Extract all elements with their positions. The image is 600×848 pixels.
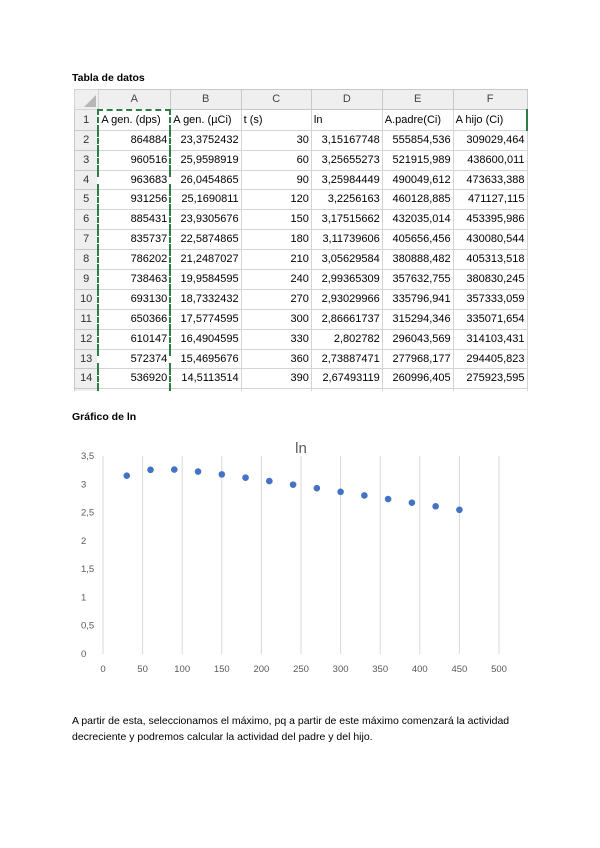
column-header-e[interactable]: E <box>382 90 453 110</box>
cell-e[interactable]: 277968,177 <box>382 349 453 369</box>
y-tick-label: 0 <box>81 649 87 660</box>
data-point <box>195 468 202 475</box>
cell-e[interactable] <box>382 389 453 391</box>
cell-a[interactable]: 572374 <box>98 349 170 369</box>
table-row <box>75 150 528 170</box>
cell-a[interactable]: 693130 <box>98 289 170 309</box>
cell-e[interactable]: 405656,456 <box>382 230 453 250</box>
cell-d[interactable]: 3,05629584 <box>311 250 382 270</box>
table-row <box>75 250 528 270</box>
column-header-f[interactable]: F <box>453 90 527 110</box>
cell-f[interactable]: 405313,518 <box>453 250 527 270</box>
header-cell-a[interactable]: A gen. (dps) <box>98 110 170 130</box>
table-row <box>75 329 528 349</box>
cell-b[interactable]: 16,4904595 <box>170 329 241 349</box>
x-tick-label: 50 <box>137 664 148 675</box>
cell-d[interactable]: 2,86661737 <box>311 309 382 329</box>
data-point <box>123 472 130 479</box>
data-point <box>432 503 439 510</box>
y-tick-label: 2,5 <box>81 507 95 519</box>
spreadsheet <box>74 89 528 391</box>
cell-e[interactable]: 432035,014 <box>382 210 453 230</box>
cell-f[interactable]: 473633,388 <box>453 170 527 190</box>
cell-e[interactable]: 490049,612 <box>382 170 453 190</box>
cell-b[interactable]: 25,9598919 <box>170 150 241 170</box>
x-tick-label: 450 <box>451 664 468 675</box>
row-number[interactable]: 2 <box>75 130 99 150</box>
cell-f[interactable]: 380830,245 <box>453 270 527 290</box>
row-number[interactable]: 8 <box>75 250 99 270</box>
cell-c[interactable]: 390 <box>241 369 311 389</box>
cell-b[interactable]: 18,7332432 <box>170 289 241 309</box>
column-header-row <box>75 90 528 110</box>
x-tick-label: 250 <box>293 664 309 675</box>
cell-c[interactable] <box>241 389 311 391</box>
cell-b[interactable]: 15,4695676 <box>170 349 241 369</box>
cell-c[interactable]: 90 <box>241 170 311 190</box>
cell-a[interactable]: 738463 <box>98 270 170 290</box>
table-row <box>75 230 528 250</box>
cell-f[interactable]: 275923,595 <box>453 369 527 389</box>
chart-svg <box>72 428 530 696</box>
cell-c[interactable]: 60 <box>241 150 311 170</box>
row-number[interactable]: 3 <box>75 150 99 170</box>
y-tick-label: 3,5 <box>81 451 95 462</box>
row-number[interactable]: 4 <box>75 170 99 190</box>
cell-a[interactable]: 864884 <box>98 130 170 150</box>
table-row <box>75 369 528 389</box>
cell-b[interactable]: 22,5874865 <box>170 230 241 250</box>
row-number[interactable]: 11 <box>75 309 99 329</box>
data-point <box>337 489 344 496</box>
y-tick-label: 0,5 <box>81 620 95 632</box>
cell-a[interactable]: 931256 <box>98 190 170 210</box>
data-table <box>74 89 528 391</box>
y-tick-label: 1 <box>81 592 87 604</box>
cell-a[interactable] <box>98 389 170 391</box>
data-point <box>456 506 463 513</box>
cell-c[interactable]: 300 <box>241 309 311 329</box>
cell-c[interactable]: 210 <box>241 250 311 270</box>
data-point <box>314 485 321 492</box>
cell-f[interactable]: 453395,986 <box>453 210 527 230</box>
cell-e[interactable]: 555854,536 <box>382 130 453 150</box>
chart-title: ln <box>295 440 307 457</box>
column-header-b[interactable]: B <box>170 90 241 110</box>
cell-d[interactable]: 2,93029966 <box>311 289 382 309</box>
cell-f[interactable]: 430080,544 <box>453 230 527 250</box>
data-point <box>242 474 249 481</box>
cell-a[interactable]: 963683 <box>98 170 170 190</box>
row-number[interactable]: 5 <box>75 190 99 210</box>
header-row <box>75 110 528 130</box>
cell-b[interactable]: 19,9584595 <box>170 270 241 290</box>
table-row <box>75 270 528 290</box>
cell-a[interactable]: 885431 <box>98 210 170 230</box>
cell-d[interactable] <box>311 389 382 391</box>
table-row <box>75 190 528 210</box>
cell-b[interactable]: 26,0454865 <box>170 170 241 190</box>
cell-c[interactable]: 270 <box>241 289 311 309</box>
cell-c[interactable]: 30 <box>241 130 311 150</box>
row-number[interactable] <box>75 389 99 391</box>
x-tick-label: 100 <box>174 664 191 675</box>
cell-e[interactable]: 296043,569 <box>382 329 453 349</box>
data-point <box>290 481 297 488</box>
table-row <box>75 170 528 190</box>
cell-f[interactable]: 357333,059 <box>453 289 527 309</box>
chart-heading: Gráfico de ln <box>72 411 137 423</box>
table-row <box>75 349 528 369</box>
cell-a[interactable]: 536920 <box>98 369 170 389</box>
cell-b[interactable]: 23,3752432 <box>170 130 241 150</box>
cell-d[interactable]: 3,17515662 <box>311 210 382 230</box>
table-row <box>75 130 528 150</box>
cell-a[interactable]: 835737 <box>98 230 170 250</box>
row-number[interactable]: 9 <box>75 270 99 290</box>
cell-d[interactable]: 2,73887471 <box>311 349 382 369</box>
data-point <box>219 471 226 478</box>
x-tick-label: 200 <box>253 664 270 675</box>
header-cell-d[interactable]: ln <box>311 110 382 130</box>
body-paragraph: A partir de esta, seleccionamos el máximo, pq a partir de este máximo comenzará la actividad decreciente y podremos calcular la actividad del padre y del hijo. <box>72 715 510 743</box>
cell-e[interactable]: 260996,405 <box>382 369 453 389</box>
header-cell-c[interactable]: t (s) <box>241 110 311 130</box>
table-heading: Tabla de datos <box>72 72 145 84</box>
header-cell-b[interactable]: A gen. (µCi) <box>170 110 241 130</box>
cell-a[interactable]: 786202 <box>98 250 170 270</box>
select-all-corner[interactable] <box>75 90 99 110</box>
row-number[interactable]: 13 <box>75 349 99 369</box>
row-number[interactable]: 7 <box>75 230 99 250</box>
cell-e[interactable]: 315294,346 <box>382 309 453 329</box>
cell-b[interactable]: 25,1690811 <box>170 190 241 210</box>
cell-b[interactable]: 17,5774595 <box>170 309 241 329</box>
cell-d[interactable]: 2,67493119 <box>311 369 382 389</box>
cell-c[interactable]: 240 <box>241 270 311 290</box>
row-number[interactable]: 10 <box>75 289 99 309</box>
column-header-d[interactable]: D <box>311 90 382 110</box>
cell-d[interactable]: 2,802782 <box>311 329 382 349</box>
cell-b[interactable]: 14,5113514 <box>170 369 241 389</box>
cell-d[interactable]: 3,25655273 <box>311 150 382 170</box>
data-point <box>266 478 273 485</box>
cell-e[interactable]: 380888,482 <box>382 250 453 270</box>
row-number[interactable]: 1 <box>75 110 99 130</box>
cell-b[interactable] <box>170 389 241 391</box>
cell-c[interactable]: 150 <box>241 210 311 230</box>
cell-e[interactable]: 521915,989 <box>382 150 453 170</box>
cell-c[interactable]: 120 <box>241 190 311 210</box>
table-row <box>75 389 528 391</box>
cell-b[interactable]: 21,2487027 <box>170 250 241 270</box>
table-row <box>75 309 528 329</box>
table-row <box>75 210 528 230</box>
x-tick-label: 300 <box>332 664 349 675</box>
cell-c[interactable]: 180 <box>241 230 311 250</box>
cell-f[interactable]: 314103,431 <box>453 329 527 349</box>
cell-a[interactable]: 610147 <box>98 329 170 349</box>
cell-a[interactable]: 960516 <box>98 150 170 170</box>
cell-d[interactable]: 3,11739606 <box>311 230 382 250</box>
cell-f[interactable]: 438600,011 <box>453 150 527 170</box>
cell-e[interactable]: 357632,755 <box>382 270 453 290</box>
cell-c[interactable]: 360 <box>241 349 311 369</box>
data-point <box>361 492 368 499</box>
row-number[interactable]: 6 <box>75 210 99 230</box>
cell-f[interactable]: 471127,115 <box>453 190 527 210</box>
x-tick-label: 150 <box>213 664 230 675</box>
cell-f[interactable]: 309029,464 <box>453 130 527 150</box>
cell-f[interactable]: 294405,823 <box>453 349 527 369</box>
y-tick-label: 3 <box>81 479 87 491</box>
header-cell-f[interactable]: A hijo (Ci) <box>453 110 527 130</box>
row-number[interactable]: 14 <box>75 369 99 389</box>
data-point <box>385 496 392 503</box>
cell-d[interactable]: 2,99365309 <box>311 270 382 290</box>
x-tick-label: 0 <box>100 664 106 675</box>
data-point <box>409 499 416 506</box>
cell-f[interactable]: 335071,654 <box>453 309 527 329</box>
cell-d[interactable]: 3,15167748 <box>311 130 382 150</box>
cell-e[interactable]: 460128,885 <box>382 190 453 210</box>
table-row <box>75 289 528 309</box>
cell-d[interactable]: 3,2256163 <box>311 190 382 210</box>
cell-d[interactable]: 3,25984449 <box>311 170 382 190</box>
data-point <box>171 466 178 473</box>
cell-e[interactable]: 335796,941 <box>382 289 453 309</box>
cell-a[interactable]: 650366 <box>98 309 170 329</box>
y-tick-label: 1,5 <box>81 564 95 576</box>
row-number[interactable]: 12 <box>75 329 99 349</box>
cell-b[interactable]: 23,9305676 <box>170 210 241 230</box>
data-point <box>147 466 154 473</box>
x-tick-label: 350 <box>372 664 389 675</box>
y-tick-label: 2 <box>81 535 87 547</box>
x-tick-label: 500 <box>491 664 507 675</box>
header-cell-e[interactable]: A.padre(Ci) <box>382 110 453 130</box>
column-header-a[interactable]: A <box>98 90 170 110</box>
cell-c[interactable]: 330 <box>241 329 311 349</box>
cell-f[interactable] <box>453 389 527 391</box>
column-header-c[interactable]: C <box>241 90 311 110</box>
x-tick-label: 400 <box>411 664 428 675</box>
ln-chart <box>72 428 530 696</box>
